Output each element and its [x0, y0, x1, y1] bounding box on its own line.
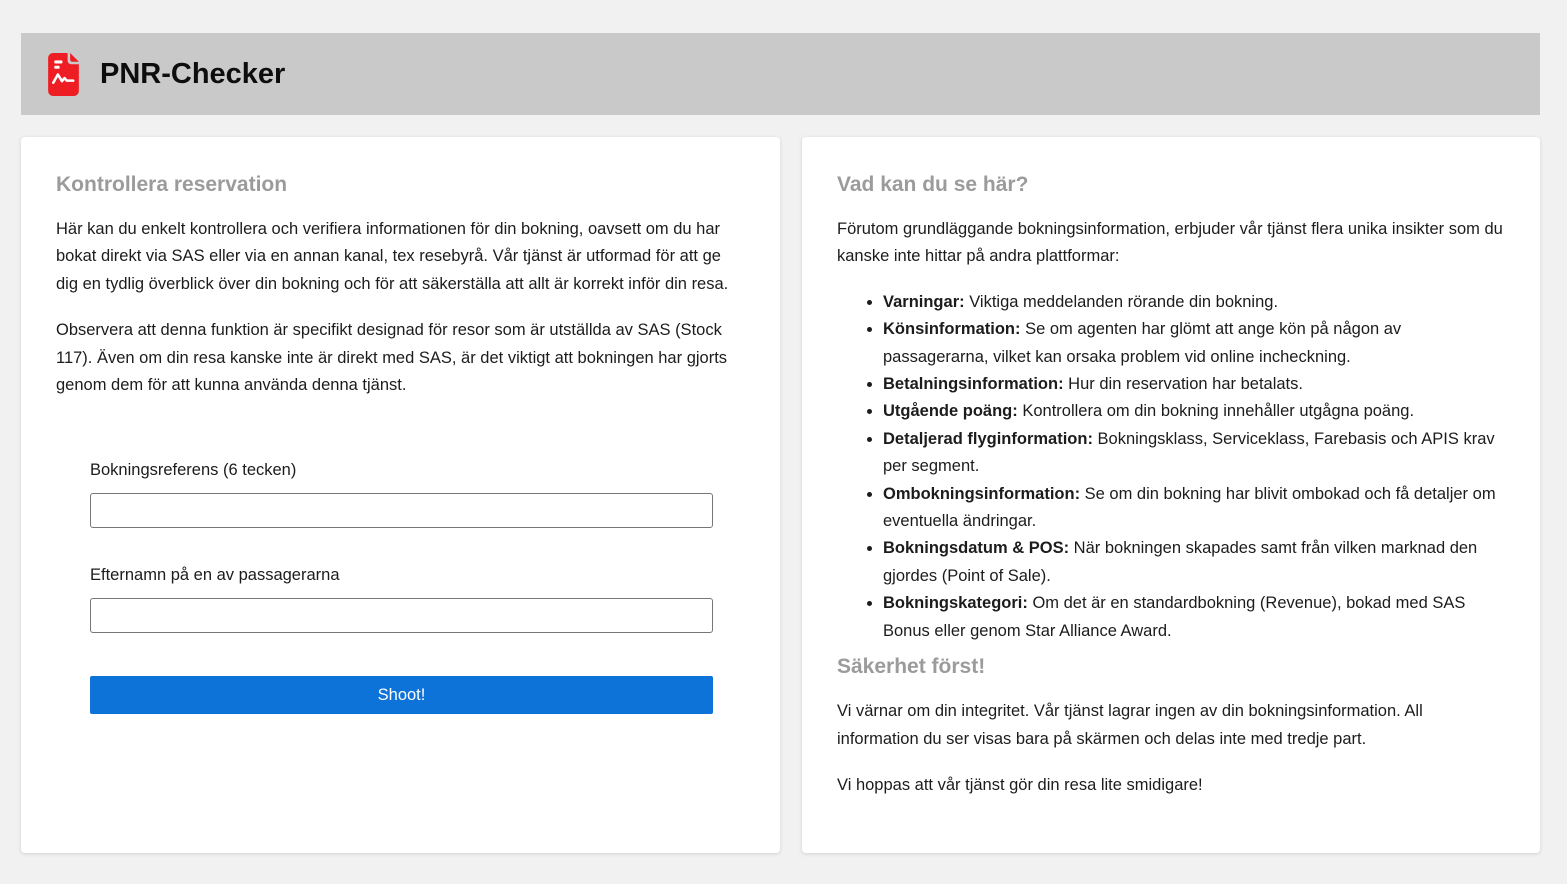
file-waveform-icon: [47, 53, 80, 96]
left-card-heading: Kontrollera reservation: [56, 173, 288, 196]
pnr-form: [90, 461, 713, 714]
lastname-label: Efternamn på en av passagerarna: [90, 566, 340, 585]
check-reservation-card: [21, 137, 780, 853]
feature-list: [837, 289, 1505, 645]
list-item-booking-category: • Bokningskategori: Om det är en standardbokning (Revenue), bokad med SAS Bonus eller genom Star Alliance Award.: [883, 590, 1505, 645]
list-item-booking-date-pos: • Bokningsdatum & POS: När bokningen skapades samt från vilken marknad den gjordes (Point of Sale).: [883, 535, 1505, 590]
shoot-submit-button[interactable]: Shoot!: [90, 676, 713, 714]
left-card-paragraph-2: Observera att denna funktion är specifikt designad för resor som är utställda av SAS (Stock 117). Även om din resa kanske inte är direkt med SAS, är det viktigt att bokningen har gjorts genom dem för att kunna använda denna tjänst.: [56, 321, 728, 395]
booking-reference-input[interactable]: [90, 493, 713, 528]
page-container: [21, 33, 1540, 853]
app-header: [21, 33, 1540, 115]
lastname-input[interactable]: [90, 598, 713, 633]
right-card-intro: Förutom grundläggande bokningsinformation, erbjuder vår tjänst flera unika insikter som du kanske inte hittar på andra plattformar:: [837, 220, 1503, 266]
security-heading: Säkerhet först!: [837, 655, 986, 679]
list-item-gender-info: • Könsinformation: Se om agenten har glömt att ange kön på någon av passagerarna, vilket kan orsaka problem vid online incheckning.: [883, 316, 1505, 371]
security-paragraph: Vi värnar om din integritet. Vår tjänst lagrar ingen av din bokningsinformation. All information du ser visas bara på skärmen och delas inte med tredje part.: [837, 702, 1423, 748]
list-item-expiring-points: • Utgående poäng: Kontrollera om din bokning innehåller utgågna poäng.: [883, 398, 1505, 425]
right-card-heading: Vad kan du se här?: [837, 173, 1029, 196]
list-item-rebooking-info: • Ombokningsinformation: Se om din bokning har blivit ombokad och få detaljer om eventuella ändringar.: [883, 481, 1505, 536]
closing-paragraph: Vi hoppas att vår tjänst gör din resa lite smidigare!: [837, 775, 1203, 794]
field-gap: [90, 528, 713, 566]
list-item-flight-details: • Detaljerad flyginformation: Bokningsklass, Serviceklass, Farebasis och APIS krav per segment.: [883, 426, 1505, 481]
content-columns: [21, 137, 1540, 853]
left-card-paragraph-1: Här kan du enkelt kontrollera och verifiera informationen för din bokning, oavsett om du har bokat direkt via SAS eller via en annan kanal, tex resebyrå. Vår tjänst är utformad för att ge dig en tydlig överblick över din bokning och för att säkerställa att allt är korrekt inför din resa.: [56, 220, 729, 293]
booking-reference-label: Bokningsreferens (6 tecken): [90, 461, 297, 480]
list-item-payment-info: • Betalningsinformation: Hur din reservation har betalats.: [883, 371, 1505, 398]
page-title: PNR-Checker: [100, 57, 286, 90]
list-item-warnings: • Varningar: Viktiga meddelanden rörande din bokning.: [883, 289, 1505, 316]
info-card: [802, 137, 1540, 853]
